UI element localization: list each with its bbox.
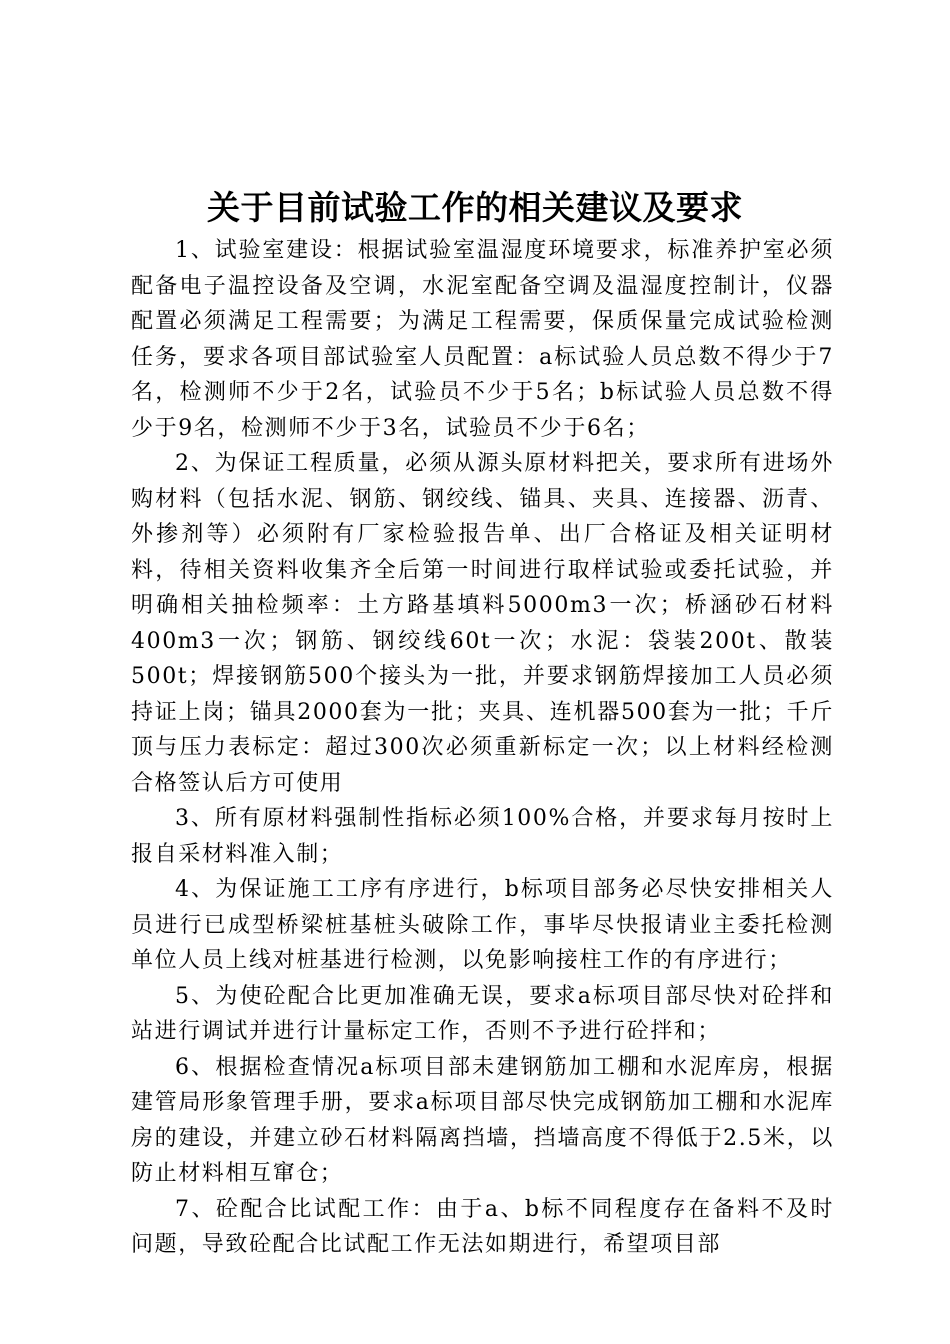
paragraph-3-mandatory-indicators: 3、所有原材料强制性指标必须100%合格，并要求每月按时上报自采材料准入制； xyxy=(131,806,834,867)
paragraph-2-material-inspection: 2、为保证工程质量，必须从源头原材料把关，要求所有进场外购材料（包括水泥、钢筋、钢绞线、锚具、夹具、连接器、沥青、外掺剂等）必须附有厂家检验报告单、出厂合格证及相关证明材料，待相关资料收集齐全后第一时间进行取样试验或委托试验，并明确相关抽检频率：土方路基填料5000m3一次；桥涵砂石材料400m3一次；钢筋、钢绞线60t一次；水泥：袋装200t、散装500t；焊接钢筋500个接头为一批，并要求钢筋焊接加工人员必须持证上岗；锚具2000套为一批；夹具、连机器500套为一批；千斤顶与压力表标定：超过300次必须重新标定一次；以上材料经检测合格签认后方可使用 xyxy=(131,451,834,796)
paragraph-1-lab-construction: 1、试验室建设：根据试验室温湿度环境要求，标准养护室必须配备电子温控设备及空调，水泥室配备空调及温湿度控制计，仪器配置必须满足工程需要；为满足工程需要，保质保量完成试验检测任务，要求各项目部试验室人员配置：a标试验人员总数不得少于7名，检测师不少于2名，试验员不少于5名；b标试验人员总数不得少于9名，检测师不少于3名，试验员不少于6名； xyxy=(131,238,834,441)
paragraph-6-shed-construction: 6、根据检查情况a标项目部未建钢筋加工棚和水泥库房，根据建管局形象管理手册，要求a标项目部尽快完成钢筋加工棚和水泥库房的建设，并建立砂石材料隔离挡墙，挡墙高度不得低于2.5米，以防止材料相互窜仓； xyxy=(131,1054,834,1186)
paragraph-5-mixing-station: 5、为使砼配合比更加准确无误，要求a标项目部尽快对砼拌和站进行调试并进行计量标定工作，否则不予进行砼拌和； xyxy=(131,983,834,1044)
document-body xyxy=(131,233,834,1263)
document-title: 关于目前试验工作的相关建议及要求 xyxy=(207,188,743,227)
paragraph-4-pile-testing: 4、为保证施工工序有序进行，b标项目部务必尽快安排相关人员进行已成型桥梁桩基桩头破除工作，事毕尽快报请业主委托检测单位人员上线对桩基进行检测，以免影响接柱工作的有序进行； xyxy=(131,877,834,973)
paragraph-7-mix-trial: 7、砼配合比试配工作：由于a、b标不同程度存在备料不及时问题，导致砼配合比试配工作无法如期进行，希望项目部 xyxy=(131,1196,834,1257)
